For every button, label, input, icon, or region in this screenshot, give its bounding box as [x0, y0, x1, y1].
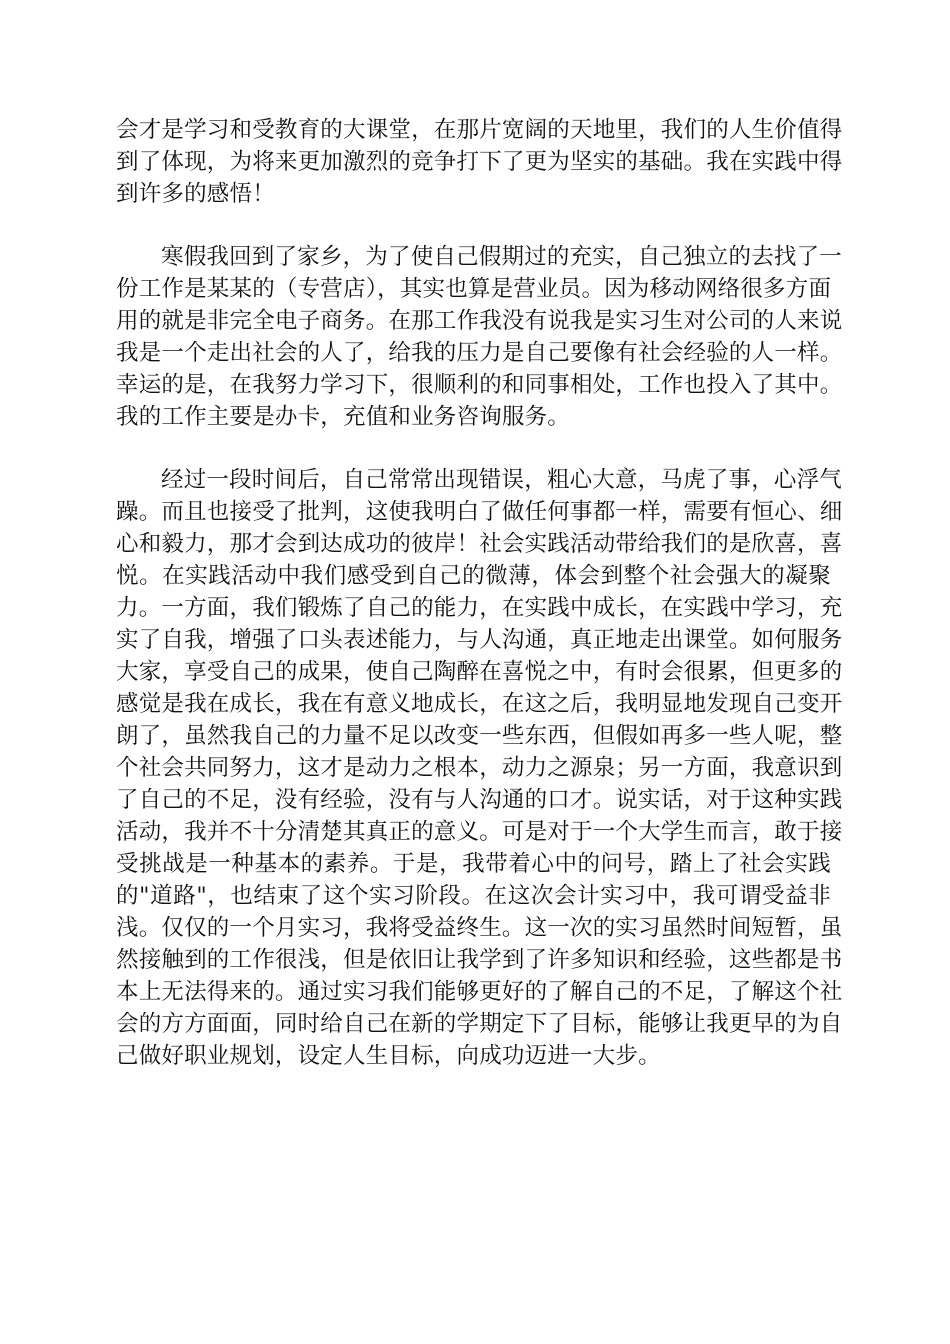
- text-line: 力。一方面，我们锻炼了自己的能力，在实践中成长，在实践中学习，充: [116, 595, 843, 621]
- text-line: 个社会共同努力，这才是动力之根本，动力之源泉；另一方面，我意识到: [116, 755, 843, 781]
- text-line: 会的方方面面，同时给自己在新的学期定下了目标，能够让我更早的为自: [116, 1011, 843, 1037]
- text-line: 受挑战是一种基本的素养。于是，我带着心中的问号，踏上了社会实践: [116, 851, 831, 877]
- text-line: 浅。仅仅的一个月实习，我将受益终生。这一次的实习虽然时间短暂，虽: [116, 915, 843, 941]
- text-line: 会才是学习和受教育的大课堂，在那片宽阔的天地里，我们的人生价值得: [116, 117, 843, 143]
- text-line: 的"道路"，也结束了这个实习阶段。在这次会计实习中，我可谓受益非: [116, 883, 831, 909]
- text-line: 大家，享受自己的成果，使自己陶醉在喜悦之中，有时会很累，但更多的: [116, 659, 843, 685]
- text-line: 我是一个走出社会的人了，给我的压力是自己要像有社会经验的人一样。: [116, 340, 843, 366]
- text-line: 到许多的感悟！: [116, 181, 275, 207]
- text-line: 感觉是我在成长，我在有意义地成长，在这之后，我明显地发现自己变开: [116, 691, 843, 717]
- paragraph-2: [116, 241, 843, 433]
- text-line: 悦。在实践活动中我们感受到自己的微薄，体会到整个社会强大的凝聚: [116, 563, 831, 589]
- text-line: 然接触到的工作很浅，但是依旧让我学到了许多知识和经验，这些都是书: [116, 947, 843, 973]
- text-line: 到了体现，为将来更加激烈的竞争打下了更为坚实的基础。我在实践中得: [116, 149, 843, 175]
- text-line: 用的就是非完全电子商务。在那工作我没有说我是实习生对公司的人来说: [116, 308, 843, 334]
- text-line: 寒假我回到了家乡，为了使自己假期过的充实，自己独立的去找了一: [161, 244, 843, 270]
- text-line: 份工作是某某的（专营店），其实也算是营业员。因为移动网络很多方面: [116, 276, 832, 302]
- text-line: 朗了，虽然我自己的力量不足以改变一些东西，但假如再多一些人呢，整: [116, 723, 843, 749]
- text-line: 躁。而且也接受了批判，这使我明白了做任何事都一样，需要有恒心、细: [116, 499, 843, 525]
- text-line: 经过一段时间后，自己常常出现错误，粗心大意，马虎了事，心浮气: [161, 467, 843, 493]
- text-line: 心和毅力，那才会到达成功的彼岸！社会实践活动带给我们的是欣喜，喜: [116, 531, 843, 557]
- text-line: 己做好职业规划，设定人生目标，向成功迈进一大步。: [116, 1043, 661, 1069]
- text-line: 本上无法得来的。通过实习我们能够更好的了解自己的不足，了解这个社: [116, 979, 843, 1005]
- text-line: 实了自我，增强了口头表述能力，与人沟通，真正地走出课堂。如何服务: [116, 627, 843, 653]
- text-line: 活动，我并不十分清楚其真正的意义。可是对于一个大学生而言，敢于接: [116, 819, 843, 845]
- paragraph-3: [116, 464, 843, 1072]
- text-line: 了自己的不足，没有经验，没有与人沟通的口才。说实话，对于这种实践: [116, 787, 843, 813]
- text-line: 我的工作主要是办卡，充值和业务咨询服务。: [116, 404, 571, 430]
- paragraph-1: [116, 114, 843, 210]
- document-body: [116, 114, 843, 1103]
- text-line: 幸运的是，在我努力学习下，很顺利的和同事相处，工作也投入了其中。: [116, 372, 843, 398]
